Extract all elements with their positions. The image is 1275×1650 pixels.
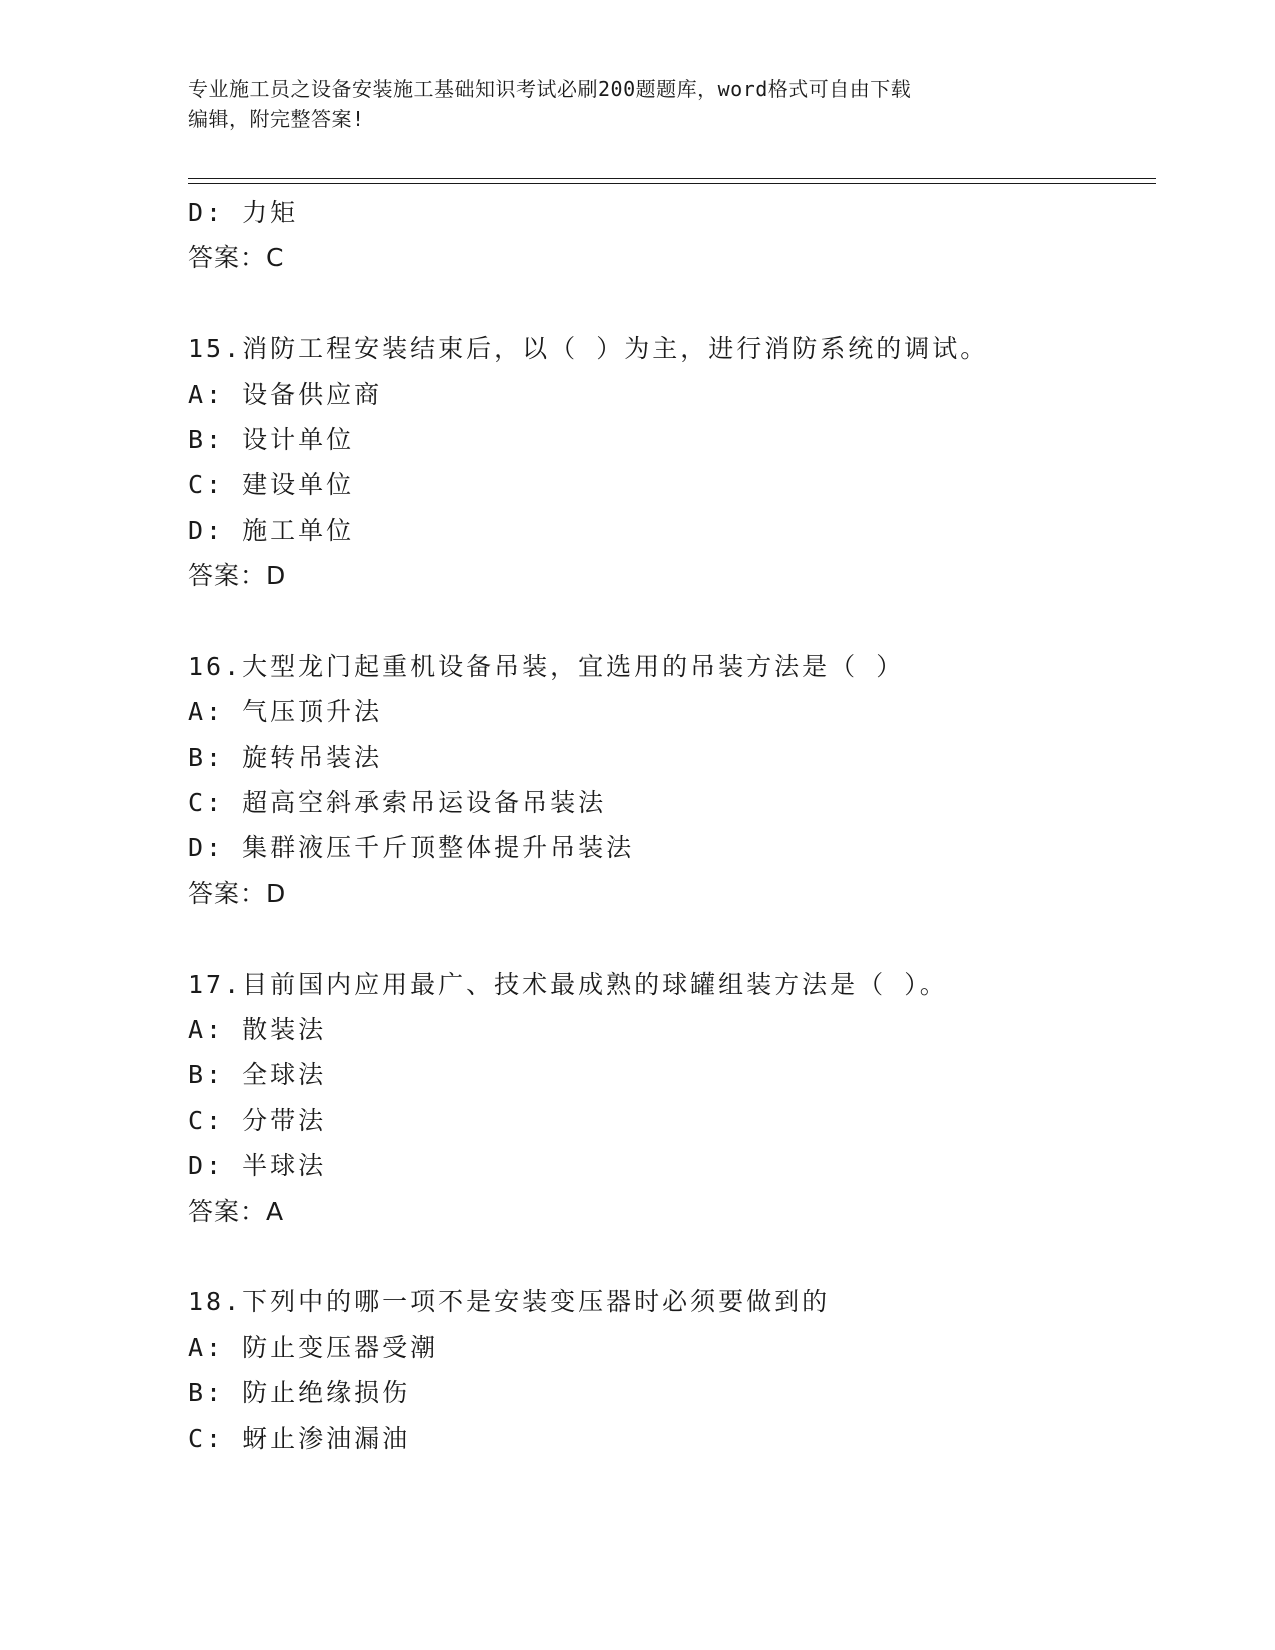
spacer: [188, 916, 1148, 961]
document-header: [188, 74, 1068, 134]
option-b: B: 旋转吊装法: [188, 742, 383, 772]
question-stem: 18.下列中的哪一项不是安装变压器时必须要做到的: [188, 1287, 831, 1317]
answer: 答案：D: [188, 561, 287, 591]
spacer: [188, 281, 1148, 326]
option-d: D: 半球法: [188, 1151, 327, 1181]
option-a: A: 设备供应商: [188, 379, 383, 409]
question-stem: 15.消防工程安装结束后，以（ ）为主，进行消防系统的调试。: [188, 334, 989, 364]
prev-answer: 答案：C: [188, 243, 285, 273]
option-a: A: 气压顶升法: [188, 697, 383, 727]
option-c: C: 分带法: [188, 1105, 327, 1135]
option-b: B: 防止绝缘损伤: [188, 1378, 411, 1408]
spacer: [188, 1234, 1148, 1279]
header-title-line-1: 专业施工员之设备安装施工基础知识考试必刷200题题库，word格式可自由下载: [188, 77, 912, 101]
question-stem: 16.大型龙门起重机设备吊装，宜选用的吊装方法是（ ）: [188, 651, 905, 681]
header-divider-bottom: [188, 183, 1156, 184]
answer: 答案：A: [188, 1196, 285, 1226]
spacer: [188, 599, 1148, 644]
option-a: A: 散装法: [188, 1015, 327, 1045]
question-17: [188, 962, 1148, 1234]
option-d: D: 集群液压千斤顶整体提升吊装法: [188, 833, 635, 863]
header-divider-top: [188, 178, 1156, 179]
option-c: C: 蚜止渗油漏油: [188, 1423, 411, 1453]
question-stem: 17.目前国内应用最广、技术最成熟的球罐组装方法是（ ）。: [188, 969, 948, 999]
option-b: B: 全球法: [188, 1060, 327, 1090]
option-a: A: 防止变压器受潮: [188, 1332, 439, 1362]
question-18: [188, 1279, 1148, 1461]
answer: 答案：D: [188, 878, 287, 908]
header-title-line-2: 编辑，附完整答案!: [188, 107, 365, 131]
question-list: [188, 190, 1148, 1461]
option-d: D: 施工单位: [188, 515, 355, 545]
prev-option-d: D: 力矩: [188, 198, 299, 227]
question-15: [188, 326, 1148, 598]
option-c: C: 超高空斜承索吊运设备吊装法: [188, 788, 607, 818]
option-b: B: 设计单位: [188, 424, 355, 454]
option-c: C: 建设单位: [188, 470, 355, 500]
question-16: [188, 644, 1148, 916]
